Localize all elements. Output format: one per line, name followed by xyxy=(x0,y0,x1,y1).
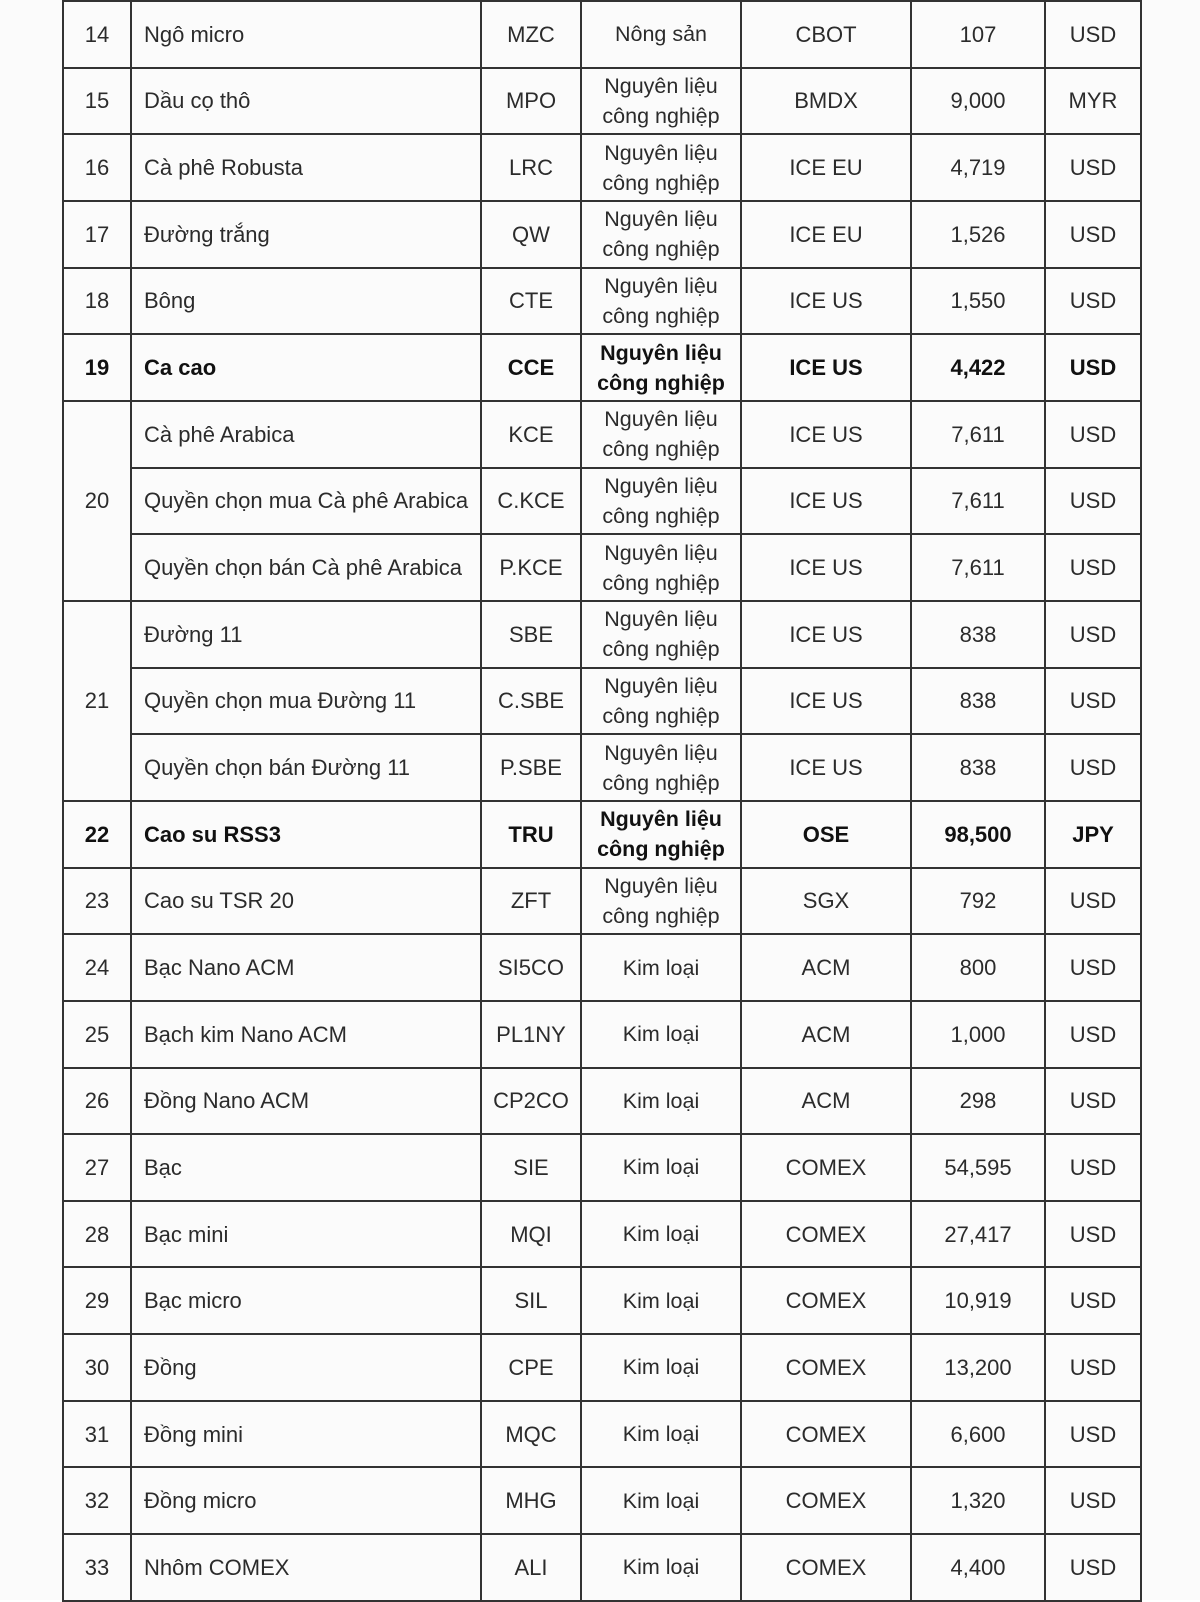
commodity-name-cell: Quyền chọn mua Đường 11 xyxy=(131,668,481,735)
table-row xyxy=(63,801,1141,868)
commodity-group-cell: Nguyên liệu công nghiệp xyxy=(581,68,741,135)
commodity-code-cell: MQI xyxy=(481,1201,581,1268)
currency-cell: USD xyxy=(1045,1001,1141,1068)
commodity-name-cell: Ca cao xyxy=(131,334,481,401)
row-number-cell: 18 xyxy=(63,268,131,335)
commodity-name-cell: Đồng Nano ACM xyxy=(131,1068,481,1135)
exchange-cell: COMEX xyxy=(741,1201,911,1268)
currency-cell: USD xyxy=(1045,1134,1141,1201)
commodity-group-cell: Kim loại xyxy=(581,1134,741,1201)
commodity-code-cell: CTE xyxy=(481,268,581,335)
exchange-cell: BMDX xyxy=(741,68,911,135)
margin-value-cell: 4,422 xyxy=(911,334,1045,401)
row-number-cell: 19 xyxy=(63,334,131,401)
margin-value-cell: 98,500 xyxy=(911,801,1045,868)
currency-cell: USD xyxy=(1045,668,1141,735)
currency-cell: USD xyxy=(1045,1267,1141,1334)
commodity-code-cell: SI5CO xyxy=(481,934,581,1001)
exchange-cell: COMEX xyxy=(741,1401,911,1468)
table-row xyxy=(63,1467,1141,1534)
currency-cell: MYR xyxy=(1045,68,1141,135)
commodity-code-cell: MPO xyxy=(481,68,581,135)
currency-cell: USD xyxy=(1045,334,1141,401)
currency-cell: USD xyxy=(1045,201,1141,268)
exchange-cell: SGX xyxy=(741,868,911,935)
exchange-cell: COMEX xyxy=(741,1534,911,1601)
exchange-cell: ICE US xyxy=(741,534,911,601)
margin-value-cell: 838 xyxy=(911,734,1045,801)
row-number-cell: 29 xyxy=(63,1267,131,1334)
table-row xyxy=(63,468,1141,535)
table-row xyxy=(63,601,1141,668)
exchange-cell: ICE US xyxy=(741,734,911,801)
currency-cell: USD xyxy=(1045,1467,1141,1534)
exchange-cell: ICE US xyxy=(741,468,911,535)
commodity-code-cell: SBE xyxy=(481,601,581,668)
table-row xyxy=(63,934,1141,1001)
exchange-cell: ICE EU xyxy=(741,134,911,201)
currency-cell: USD xyxy=(1045,734,1141,801)
commodity-name-cell: Đồng micro xyxy=(131,1467,481,1534)
currency-cell: USD xyxy=(1045,1334,1141,1401)
table-row xyxy=(63,668,1141,735)
row-number-cell: 33 xyxy=(63,1534,131,1601)
margin-value-cell: 838 xyxy=(911,601,1045,668)
row-number-cell: 30 xyxy=(63,1334,131,1401)
commodity-group-cell: Nguyên liệu công nghiệp xyxy=(581,668,741,735)
exchange-cell: COMEX xyxy=(741,1134,911,1201)
commodity-name-cell: Cao su RSS3 xyxy=(131,801,481,868)
table-row xyxy=(63,1,1141,68)
commodity-code-cell: ALI xyxy=(481,1534,581,1601)
commodity-code-cell: LRC xyxy=(481,134,581,201)
margin-value-cell: 10,919 xyxy=(911,1267,1045,1334)
table-row xyxy=(63,134,1141,201)
table-row xyxy=(63,868,1141,935)
currency-cell: USD xyxy=(1045,534,1141,601)
table-row xyxy=(63,1534,1141,1601)
commodity-name-cell: Quyền chọn bán Đường 11 xyxy=(131,734,481,801)
exchange-cell: ACM xyxy=(741,934,911,1001)
row-number-cell: 24 xyxy=(63,934,131,1001)
margin-value-cell: 13,200 xyxy=(911,1334,1045,1401)
currency-cell: USD xyxy=(1045,1201,1141,1268)
commodity-name-cell: Cà phê Arabica xyxy=(131,401,481,468)
commodity-name-cell: Đồng mini xyxy=(131,1401,481,1468)
commodity-code-cell: C.KCE xyxy=(481,468,581,535)
commodity-group-cell: Nguyên liệu công nghiệp xyxy=(581,868,741,935)
table-row xyxy=(63,334,1141,401)
table-row xyxy=(63,68,1141,135)
commodity-group-cell: Kim loại xyxy=(581,1068,741,1135)
commodity-group-cell: Nguyên liệu công nghiệp xyxy=(581,201,741,268)
row-number-cell: 32 xyxy=(63,1467,131,1534)
commodity-group-cell: Nguyên liệu công nghiệp xyxy=(581,268,741,335)
currency-cell: USD xyxy=(1045,268,1141,335)
table-row xyxy=(63,1068,1141,1135)
commodity-name-cell: Bông xyxy=(131,268,481,335)
exchange-cell: COMEX xyxy=(741,1467,911,1534)
commodity-name-cell: Đường 11 xyxy=(131,601,481,668)
commodity-name-cell: Đường trắng xyxy=(131,201,481,268)
exchange-cell: ICE US xyxy=(741,668,911,735)
currency-cell: USD xyxy=(1045,468,1141,535)
exchange-cell: ACM xyxy=(741,1001,911,1068)
commodity-code-cell: MHG xyxy=(481,1467,581,1534)
table-row xyxy=(63,1267,1141,1334)
commodity-code-cell: C.SBE xyxy=(481,668,581,735)
commodity-group-cell: Kim loại xyxy=(581,1467,741,1534)
commodity-group-cell: Kim loại xyxy=(581,1534,741,1601)
commodity-code-cell: CP2CO xyxy=(481,1068,581,1135)
commodity-name-cell: Cao su TSR 20 xyxy=(131,868,481,935)
margin-value-cell: 838 xyxy=(911,668,1045,735)
margin-value-cell: 107 xyxy=(911,1,1045,68)
row-number-cell: 23 xyxy=(63,868,131,935)
commodity-name-cell: Bạch kim Nano ACM xyxy=(131,1001,481,1068)
commodity-code-cell: MZC xyxy=(481,1,581,68)
commodity-code-cell: SIE xyxy=(481,1134,581,1201)
row-number-cell: 16 xyxy=(63,134,131,201)
currency-cell: USD xyxy=(1045,401,1141,468)
row-number-cell: 27 xyxy=(63,1134,131,1201)
commodity-group-cell: Kim loại xyxy=(581,1001,741,1068)
margin-value-cell: 7,611 xyxy=(911,468,1045,535)
commodity-group-cell: Nguyên liệu công nghiệp xyxy=(581,801,741,868)
commodity-code-cell: TRU xyxy=(481,801,581,868)
exchange-cell: ICE US xyxy=(741,601,911,668)
margin-value-cell: 1,000 xyxy=(911,1001,1045,1068)
commodity-code-cell: P.KCE xyxy=(481,534,581,601)
commodity-code-cell: SIL xyxy=(481,1267,581,1334)
table-row xyxy=(63,268,1141,335)
currency-cell: USD xyxy=(1045,934,1141,1001)
commodity-name-cell: Dầu cọ thô xyxy=(131,68,481,135)
commodity-group-cell: Nông sản xyxy=(581,1,741,68)
commodity-group-cell: Nguyên liệu công nghiệp xyxy=(581,468,741,535)
commodity-group-cell: Nguyên liệu công nghiệp xyxy=(581,134,741,201)
commodity-group-cell: Kim loại xyxy=(581,1201,741,1268)
row-number-cell: 25 xyxy=(63,1001,131,1068)
commodity-group-cell: Kim loại xyxy=(581,1401,741,1468)
row-number-cell: 20 xyxy=(63,401,131,601)
exchange-cell: OSE xyxy=(741,801,911,868)
commodity-name-cell: Bạc xyxy=(131,1134,481,1201)
exchange-cell: COMEX xyxy=(741,1267,911,1334)
commodity-code-cell: PL1NY xyxy=(481,1001,581,1068)
commodity-group-cell: Nguyên liệu công nghiệp xyxy=(581,401,741,468)
margin-value-cell: 1,526 xyxy=(911,201,1045,268)
commodity-group-cell: Nguyên liệu công nghiệp xyxy=(581,734,741,801)
exchange-cell: COMEX xyxy=(741,1334,911,1401)
table-body xyxy=(63,1,1141,1601)
margin-value-cell: 298 xyxy=(911,1068,1045,1135)
commodity-code-cell: KCE xyxy=(481,401,581,468)
margin-value-cell: 7,611 xyxy=(911,401,1045,468)
commodity-group-cell: Kim loại xyxy=(581,1267,741,1334)
commodity-group-cell: Kim loại xyxy=(581,934,741,1001)
commodity-group-cell: Kim loại xyxy=(581,1334,741,1401)
commodity-name-cell: Bạc mini xyxy=(131,1201,481,1268)
margin-value-cell: 792 xyxy=(911,868,1045,935)
commodity-code-cell: P.SBE xyxy=(481,734,581,801)
currency-cell: USD xyxy=(1045,1534,1141,1601)
exchange-cell: ICE US xyxy=(741,334,911,401)
currency-cell: JPY xyxy=(1045,801,1141,868)
margin-value-cell: 54,595 xyxy=(911,1134,1045,1201)
margin-value-cell: 27,417 xyxy=(911,1201,1045,1268)
commodity-name-cell: Nhôm COMEX xyxy=(131,1534,481,1601)
table-row xyxy=(63,401,1141,468)
margin-value-cell: 1,550 xyxy=(911,268,1045,335)
table-row xyxy=(63,1201,1141,1268)
margin-value-cell: 4,400 xyxy=(911,1534,1045,1601)
margin-value-cell: 6,600 xyxy=(911,1401,1045,1468)
margin-value-cell: 1,320 xyxy=(911,1467,1045,1534)
currency-cell: USD xyxy=(1045,1068,1141,1135)
margin-value-cell: 4,719 xyxy=(911,134,1045,201)
currency-cell: USD xyxy=(1045,1401,1141,1468)
currency-cell: USD xyxy=(1045,134,1141,201)
currency-cell: USD xyxy=(1045,601,1141,668)
exchange-cell: CBOT xyxy=(741,1,911,68)
table-row xyxy=(63,1334,1141,1401)
exchange-cell: ACM xyxy=(741,1068,911,1135)
margin-value-cell: 800 xyxy=(911,934,1045,1001)
currency-cell: USD xyxy=(1045,1,1141,68)
margin-value-cell: 9,000 xyxy=(911,68,1045,135)
commodity-name-cell: Quyền chọn bán Cà phê Arabica xyxy=(131,534,481,601)
row-number-cell: 22 xyxy=(63,801,131,868)
currency-cell: USD xyxy=(1045,868,1141,935)
table-row xyxy=(63,201,1141,268)
commodity-group-cell: Nguyên liệu công nghiệp xyxy=(581,534,741,601)
commodity-group-cell: Nguyên liệu công nghiệp xyxy=(581,334,741,401)
commodity-name-cell: Cà phê Robusta xyxy=(131,134,481,201)
margin-value-cell: 7,611 xyxy=(911,534,1045,601)
commodity-code-cell: CPE xyxy=(481,1334,581,1401)
commodity-name-cell: Quyền chọn mua Cà phê Arabica xyxy=(131,468,481,535)
exchange-cell: ICE EU xyxy=(741,201,911,268)
row-number-cell: 31 xyxy=(63,1401,131,1468)
commodity-group-cell: Nguyên liệu công nghiệp xyxy=(581,601,741,668)
commodity-margin-table xyxy=(62,0,1142,1602)
row-number-cell: 26 xyxy=(63,1068,131,1135)
commodity-code-cell: ZFT xyxy=(481,868,581,935)
commodity-name-cell: Bạc Nano ACM xyxy=(131,934,481,1001)
exchange-cell: ICE US xyxy=(741,401,911,468)
table-row xyxy=(63,734,1141,801)
commodity-code-cell: CCE xyxy=(481,334,581,401)
table-row xyxy=(63,1134,1141,1201)
commodity-name-cell: Ngô micro xyxy=(131,1,481,68)
commodity-name-cell: Bạc micro xyxy=(131,1267,481,1334)
exchange-cell: ICE US xyxy=(741,268,911,335)
row-number-cell: 14 xyxy=(63,1,131,68)
row-number-cell: 28 xyxy=(63,1201,131,1268)
commodity-code-cell: QW xyxy=(481,201,581,268)
commodity-name-cell: Đồng xyxy=(131,1334,481,1401)
row-number-cell: 15 xyxy=(63,68,131,135)
table-row xyxy=(63,534,1141,601)
row-number-cell: 17 xyxy=(63,201,131,268)
commodity-code-cell: MQC xyxy=(481,1401,581,1468)
row-number-cell: 21 xyxy=(63,601,131,801)
table-row xyxy=(63,1401,1141,1468)
table-row xyxy=(63,1001,1141,1068)
